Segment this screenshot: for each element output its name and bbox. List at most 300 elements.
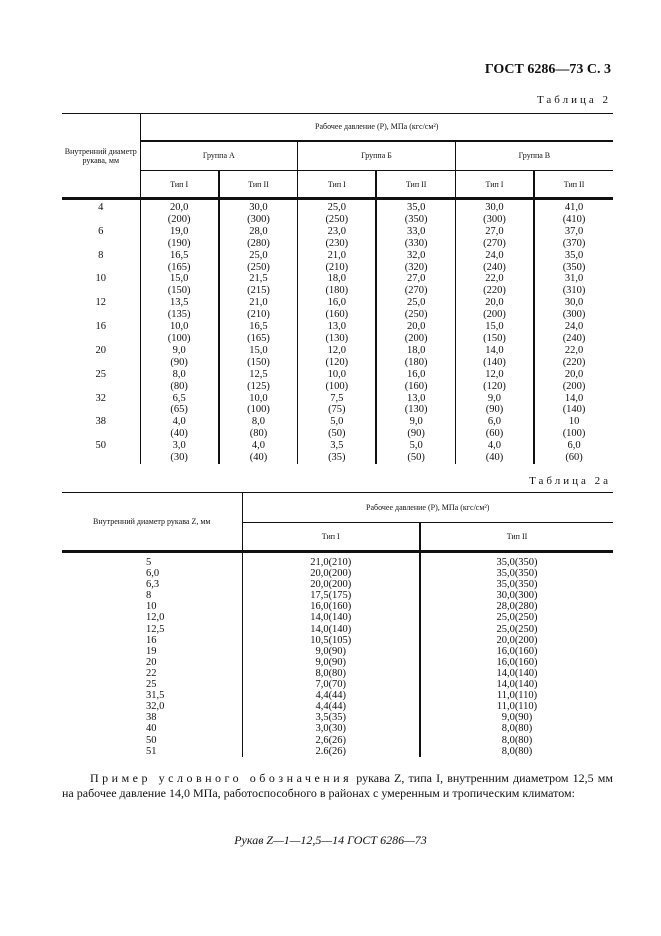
pressure-cell xyxy=(298,440,377,464)
example-paragraph xyxy=(62,771,613,800)
diameter-cell: 32 xyxy=(95,392,106,404)
pressure-kgf: (90) xyxy=(170,356,188,368)
diameter-cell: 20 xyxy=(95,344,106,356)
pressure-cell xyxy=(298,369,377,393)
pressure-mpa: 8,0 xyxy=(251,416,266,428)
example-lead: Пример условного обозначения xyxy=(90,771,353,785)
pressure-kgf: (160) xyxy=(325,309,349,321)
pressure-mpa: 9,0 xyxy=(487,392,502,404)
table-row xyxy=(62,657,613,668)
pressure-kgf: (90) xyxy=(407,428,425,440)
pressure-cell: 3,5(35) xyxy=(242,712,420,723)
pressure-cell xyxy=(140,369,219,393)
pressure-cell: 14,0(140) xyxy=(242,624,420,635)
pressure-cell: 35,0(350) xyxy=(420,552,613,569)
pressure-kgf: (65) xyxy=(170,404,188,416)
pressure-mpa: 25,0 xyxy=(406,297,426,309)
pressure-kgf: (90) xyxy=(485,404,504,416)
pressure-kgf: (300) xyxy=(247,213,270,225)
pressure-cell: 9,0(90) xyxy=(242,657,420,668)
pressure-mpa: 10,0 xyxy=(249,392,268,404)
column-header-diameter: Внутренний диаметр рукава, мм xyxy=(62,114,140,199)
pressure-mpa: 10 xyxy=(568,416,580,428)
type-header: Тип II xyxy=(376,171,455,199)
table-row xyxy=(62,601,613,612)
table-row xyxy=(62,690,613,701)
pressure-mpa: 14,0 xyxy=(564,392,584,404)
pressure-cell xyxy=(140,226,219,250)
pressure-cell xyxy=(455,393,534,417)
pressure-cell xyxy=(140,199,219,226)
pressure-kgf: (75) xyxy=(328,404,346,416)
pressure-cell xyxy=(534,393,613,417)
pressure-kgf: (220) xyxy=(483,285,506,297)
pressure-cell: 16,0(160) xyxy=(420,657,613,668)
pressure-cell xyxy=(534,226,613,250)
pressure-kgf: (30) xyxy=(170,452,188,464)
pressure-kgf: (60) xyxy=(565,452,583,464)
pressure-mpa: 12,5 xyxy=(249,368,268,380)
pressure-mpa: 5,0 xyxy=(330,416,344,428)
pressure-mpa: 22,0 xyxy=(485,273,504,285)
diameter-cell: 16 xyxy=(95,321,106,333)
pressure-cell xyxy=(534,273,613,297)
pressure-kgf: (130) xyxy=(325,332,349,344)
pressure-cell xyxy=(376,416,455,440)
table-row xyxy=(62,735,613,746)
pressure-cell xyxy=(298,250,377,274)
pressure-kgf: (210) xyxy=(247,309,270,321)
table-row xyxy=(62,612,613,623)
pressure-kgf: (300) xyxy=(483,213,506,225)
pressure-kgf: (50) xyxy=(328,428,346,440)
diameter-cell: 19 xyxy=(146,645,157,657)
pressure-cell: 30,0(300) xyxy=(420,590,613,601)
pressure-cell: 25,0(250) xyxy=(420,612,613,623)
pressure-kgf: (130) xyxy=(404,404,428,416)
pressure-kgf: (100) xyxy=(167,332,191,344)
diameter-cell: 20 xyxy=(146,656,157,668)
pressure-kgf: (125) xyxy=(247,380,270,392)
pressure-cell: 28,0(280) xyxy=(420,601,613,612)
pressure-cell: 14,0(140) xyxy=(420,668,613,679)
diameter-cell: 31,5 xyxy=(146,690,165,702)
pressure-mpa: 35,0 xyxy=(406,202,426,213)
table-row xyxy=(62,624,613,635)
pressure-mpa: 18,0 xyxy=(327,273,346,285)
pressure-cell xyxy=(376,345,455,369)
diameter-cell: 50 xyxy=(146,734,157,746)
pressure-cell xyxy=(298,345,377,369)
designation-formula: Рукав Z—1—12,5—14 ГОСТ 6286—73 xyxy=(234,833,427,847)
pressure-cell xyxy=(219,440,298,464)
table-row xyxy=(62,297,613,321)
diameter-cell: 38 xyxy=(95,416,106,428)
pressure-cell xyxy=(534,416,613,440)
pressure-kgf: (120) xyxy=(325,356,349,368)
pressure-cell xyxy=(140,393,219,417)
pressure-mpa: 16,0 xyxy=(327,297,346,309)
pressure-mpa: 24,0 xyxy=(564,321,584,333)
pressure-cell: 25,0(250) xyxy=(420,624,613,635)
pressure-kgf: (200) xyxy=(404,332,428,344)
pressure-cell xyxy=(534,250,613,274)
pressure-cell: 16,0(160) xyxy=(242,601,420,612)
pressure-mpa: 37,0 xyxy=(564,225,584,237)
column-header-diameter-z: Внутренний диаметр рукава Z, мм xyxy=(62,493,242,552)
pressure-cell xyxy=(140,321,219,345)
type-header: Тип II xyxy=(420,523,613,552)
pressure-kgf: (300) xyxy=(562,309,586,321)
pressure-mpa: 12,0 xyxy=(327,344,346,356)
pressure-cell: 4,4(44) xyxy=(242,701,420,712)
table-row xyxy=(62,635,613,646)
table-row xyxy=(62,552,613,569)
table-row xyxy=(62,321,613,345)
table-row xyxy=(62,568,613,579)
pressure-kgf: (240) xyxy=(483,261,506,273)
diameter-cell: 8 xyxy=(146,590,152,602)
pressure-cell xyxy=(140,250,219,274)
table-row xyxy=(62,393,613,417)
pressure-kgf: (40) xyxy=(249,452,268,464)
diameter-cell: 12 xyxy=(95,297,106,309)
pressure-cell xyxy=(534,199,613,226)
pressure-kgf: (350) xyxy=(562,261,586,273)
pressure-cell xyxy=(376,199,455,226)
pressure-cell xyxy=(455,199,534,226)
pressure-cell: 8,0(80) xyxy=(242,668,420,679)
pressure-cell xyxy=(376,369,455,393)
pressure-cell: 10,5(105) xyxy=(242,635,420,646)
diameter-cell: 40 xyxy=(146,723,157,735)
pressure-mpa: 32,0 xyxy=(406,249,426,261)
table-row xyxy=(62,746,613,757)
pressure-kgf: (150) xyxy=(483,332,506,344)
pressure-kgf: (40) xyxy=(485,452,504,464)
pressure-cell xyxy=(534,321,613,345)
pressure-cell xyxy=(298,226,377,250)
table-row xyxy=(62,250,613,274)
pressure-mpa: 20,0 xyxy=(406,321,426,333)
pressure-mpa: 13,5 xyxy=(169,297,189,309)
pressure-cell xyxy=(376,297,455,321)
pressure-cell xyxy=(455,369,534,393)
pressure-mpa: 10,0 xyxy=(169,321,189,333)
pressure-kgf: (40) xyxy=(170,428,188,440)
pressure-kgf: (180) xyxy=(325,285,349,297)
diameter-cell: 12,0 xyxy=(146,612,165,624)
diameter-cell: 32,0 xyxy=(146,701,165,713)
pressure-cell xyxy=(298,416,377,440)
pressure-cell: 20,0(200) xyxy=(242,568,420,579)
pressure-cell xyxy=(534,345,613,369)
diameter-cell: 8 xyxy=(98,249,104,261)
pressure-mpa: 6,0 xyxy=(487,416,502,428)
pressure-cell: 21,0(210) xyxy=(242,552,420,569)
pressure-cell xyxy=(376,393,455,417)
table-row xyxy=(62,590,613,601)
pressure-mpa: 6,5 xyxy=(172,392,186,404)
pressure-mpa: 10,0 xyxy=(327,368,346,380)
pressure-cell xyxy=(219,369,298,393)
pressure-mpa: 15,0 xyxy=(169,273,189,285)
table-row xyxy=(62,199,613,226)
pressure-cell: 8,0(80) xyxy=(420,723,613,734)
pressure-mpa: 27,0 xyxy=(406,273,426,285)
diameter-cell: 4 xyxy=(98,202,104,213)
pressure-kgf: (210) xyxy=(325,261,349,273)
table-row xyxy=(62,440,613,464)
pressure-kgf: (50) xyxy=(407,452,425,464)
pressure-kgf: (80) xyxy=(249,428,268,440)
pressure-mpa: 20,0 xyxy=(169,202,189,213)
pressure-mpa: 16,5 xyxy=(169,249,189,261)
table-row xyxy=(62,646,613,657)
column-header-pressure: Рабочее давление (P), МПа (кгс/см²) xyxy=(140,114,613,141)
pressure-kgf: (120) xyxy=(483,380,506,392)
pressure-cell xyxy=(455,321,534,345)
diameter-cell: 6,3 xyxy=(146,579,160,591)
pressure-mpa: 23,0 xyxy=(327,225,346,237)
pressure-kgf: (350) xyxy=(404,213,428,225)
pressure-mpa: 6,0 xyxy=(567,440,581,452)
table-2a xyxy=(62,492,613,757)
table-row xyxy=(62,679,613,690)
pressure-mpa: 25,0 xyxy=(249,249,268,261)
pressure-cell: 35,0(350) xyxy=(420,579,613,590)
pressure-mpa: 14,0 xyxy=(485,344,504,356)
pressure-cell: 16,0(160) xyxy=(420,646,613,657)
pressure-cell xyxy=(298,321,377,345)
pressure-cell: 20,0(200) xyxy=(242,579,420,590)
pressure-mpa: 30,0 xyxy=(249,202,268,213)
pressure-cell xyxy=(140,273,219,297)
pressure-mpa: 20,0 xyxy=(485,297,504,309)
pressure-kgf: (200) xyxy=(483,309,506,321)
table-2-caption: Таблица 2 xyxy=(536,94,611,106)
pressure-mpa: 3,0 xyxy=(172,440,186,452)
pressure-kgf: (240) xyxy=(562,332,586,344)
pressure-kgf: (60) xyxy=(485,428,504,440)
pressure-cell xyxy=(140,416,219,440)
pressure-cell xyxy=(219,393,298,417)
diameter-cell: 38 xyxy=(146,712,157,724)
pressure-mpa: 41,0 xyxy=(564,202,584,213)
pressure-kgf: (140) xyxy=(483,356,506,368)
pressure-cell: 11,0(110) xyxy=(420,701,613,712)
pressure-kgf: (100) xyxy=(247,404,270,416)
pressure-cell xyxy=(376,321,455,345)
pressure-mpa: 19,0 xyxy=(169,225,189,237)
pressure-cell: 14,0(140) xyxy=(420,679,613,690)
pressure-mpa: 9,0 xyxy=(172,344,186,356)
pressure-cell: 11,0(110) xyxy=(420,690,613,701)
diameter-cell: 6 xyxy=(98,225,104,237)
pressure-cell xyxy=(140,345,219,369)
pressure-mpa: 5,0 xyxy=(409,440,423,452)
column-header-pressure: Рабочее давление (P), МПа (кгс/см²) xyxy=(242,493,613,523)
pressure-kgf: (330) xyxy=(404,237,428,249)
pressure-mpa: 31,0 xyxy=(564,273,584,285)
pressure-kgf: (200) xyxy=(167,213,191,225)
pressure-kgf: (280) xyxy=(247,237,270,249)
pressure-mpa: 16,0 xyxy=(406,368,426,380)
pressure-mpa: 30,0 xyxy=(485,202,504,213)
pressure-kgf: (190) xyxy=(167,237,191,249)
pressure-kgf: (140) xyxy=(562,404,586,416)
pressure-cell: 2,6(26) xyxy=(242,735,420,746)
type-header: Тип II xyxy=(534,171,613,199)
pressure-mpa: 28,0 xyxy=(249,225,268,237)
pressure-kgf: (150) xyxy=(167,285,191,297)
pressure-kgf: (165) xyxy=(167,261,191,273)
pressure-kgf: (80) xyxy=(170,380,188,392)
table-row xyxy=(62,273,613,297)
pressure-kgf: (250) xyxy=(325,213,349,225)
table-row xyxy=(62,226,613,250)
pressure-cell xyxy=(140,297,219,321)
pressure-cell: 35,0(350) xyxy=(420,568,613,579)
diameter-cell: 22 xyxy=(146,667,157,679)
table-row xyxy=(62,416,613,440)
pressure-mpa: 33,0 xyxy=(406,225,426,237)
pressure-cell xyxy=(534,369,613,393)
pressure-kgf: (410) xyxy=(562,213,586,225)
pressure-cell xyxy=(219,345,298,369)
pressure-cell: 9,0(90) xyxy=(420,712,613,723)
pressure-mpa: 22,0 xyxy=(564,344,584,356)
pressure-cell xyxy=(376,273,455,297)
diameter-cell: 10 xyxy=(95,273,106,285)
diameter-cell: 12,5 xyxy=(146,623,165,635)
pressure-mpa: 9,0 xyxy=(409,416,423,428)
pressure-cell xyxy=(219,199,298,226)
pressure-kgf: (100) xyxy=(325,380,349,392)
table-row xyxy=(62,369,613,393)
pressure-mpa: 4,0 xyxy=(487,440,502,452)
type-header: Тип I xyxy=(140,171,219,199)
pressure-kgf: (320) xyxy=(404,261,428,273)
pressure-mpa: 16,5 xyxy=(249,321,268,333)
pressure-kgf: (370) xyxy=(562,237,586,249)
pressure-cell xyxy=(455,297,534,321)
pressure-kgf: (270) xyxy=(404,285,428,297)
pressure-mpa: 13,0 xyxy=(327,321,346,333)
type-header: Тип II xyxy=(219,171,298,199)
pressure-mpa: 20,0 xyxy=(564,368,584,380)
pressure-cell: 20,0(200) xyxy=(420,635,613,646)
table-row xyxy=(62,701,613,712)
pressure-cell xyxy=(298,273,377,297)
pressure-mpa: 7,5 xyxy=(330,392,344,404)
pressure-cell xyxy=(455,226,534,250)
pressure-cell xyxy=(298,393,377,417)
diameter-cell: 6,0 xyxy=(146,568,160,580)
table-row xyxy=(62,723,613,734)
pressure-cell: 3,0(30) xyxy=(242,723,420,734)
pressure-cell: 8,0(80) xyxy=(420,735,613,746)
pressure-mpa: 4,0 xyxy=(251,440,266,452)
pressure-kgf: (165) xyxy=(247,332,270,344)
type-header: Тип I xyxy=(242,523,420,552)
pressure-kgf: (250) xyxy=(404,309,428,321)
pressure-cell: 8,0(80) xyxy=(420,746,613,757)
pressure-cell xyxy=(298,297,377,321)
pressure-kgf: (215) xyxy=(247,285,270,297)
group-header-a: Группа А xyxy=(140,141,298,171)
diameter-cell: 25 xyxy=(95,368,106,380)
table-row xyxy=(62,579,613,590)
pressure-kgf: (180) xyxy=(404,356,428,368)
pressure-cell xyxy=(534,440,613,464)
pressure-mpa: 35,0 xyxy=(564,249,584,261)
pressure-kgf: (35) xyxy=(328,452,346,464)
pressure-cell xyxy=(455,440,534,464)
table-2a-caption: Таблица 2а xyxy=(529,475,611,487)
pressure-kgf: (250) xyxy=(247,261,270,273)
pressure-mpa: 15,0 xyxy=(485,321,504,333)
pressure-mpa: 12,0 xyxy=(485,368,504,380)
pressure-kgf: (200) xyxy=(562,380,586,392)
diameter-cell: 10 xyxy=(146,601,157,613)
table-row xyxy=(62,345,613,369)
pressure-kgf: (270) xyxy=(483,237,506,249)
pressure-cell: 2.6(26) xyxy=(242,746,420,757)
table-row xyxy=(62,712,613,723)
pressure-cell xyxy=(219,226,298,250)
pressure-cell: 7,0(70) xyxy=(242,679,420,690)
pressure-cell xyxy=(455,416,534,440)
pressure-mpa: 8,0 xyxy=(172,368,186,380)
pressure-cell xyxy=(140,440,219,464)
type-header: Тип I xyxy=(298,171,377,199)
pressure-mpa: 30,0 xyxy=(564,297,584,309)
diameter-cell: 16 xyxy=(146,634,157,646)
pressure-cell xyxy=(455,250,534,274)
pressure-mpa: 21,5 xyxy=(249,273,268,285)
pressure-mpa: 27,0 xyxy=(485,225,504,237)
pressure-cell xyxy=(376,250,455,274)
example-text: рукава Z, типа I, внутренним диаметром 12,5 мм на рабочее давление 14,0 МПа, работоспособного в районах с умеренным и тропическим климатом: xyxy=(62,771,613,800)
pressure-kgf: (150) xyxy=(247,356,270,368)
pressure-mpa: 21,0 xyxy=(327,249,346,261)
group-header-v: Группа В xyxy=(455,141,613,171)
pressure-cell xyxy=(455,273,534,297)
pressure-kgf: (230) xyxy=(325,237,349,249)
pressure-cell xyxy=(376,440,455,464)
table-row xyxy=(62,668,613,679)
pressure-cell xyxy=(298,199,377,226)
pressure-kgf: (135) xyxy=(167,309,191,321)
pressure-kgf: (310) xyxy=(562,285,586,297)
pressure-mpa: 18,0 xyxy=(406,344,426,356)
pressure-kgf: (100) xyxy=(562,428,586,440)
pressure-cell xyxy=(455,345,534,369)
pressure-mpa: 25,0 xyxy=(327,202,346,213)
pressure-cell: 17,5(175) xyxy=(242,590,420,601)
table-2 xyxy=(62,113,613,464)
pressure-mpa: 4,0 xyxy=(172,416,186,428)
pressure-mpa: 21,0 xyxy=(249,297,268,309)
group-header-b: Группа Б xyxy=(298,141,456,171)
pressure-cell xyxy=(219,416,298,440)
page-header: ГОСТ 6286—73 С. 3 xyxy=(484,62,611,77)
pressure-mpa: 13,0 xyxy=(406,392,426,404)
diameter-cell: 25 xyxy=(146,679,157,691)
type-header: Тип I xyxy=(455,171,534,199)
pressure-kgf: (220) xyxy=(562,356,586,368)
